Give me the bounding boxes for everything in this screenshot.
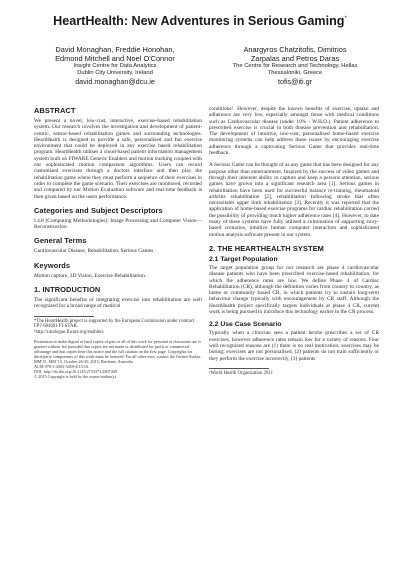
author-block-left: [30, 46, 200, 86]
title-footnote-mark: *: [344, 15, 347, 22]
acm-isbn: ACM 978-1-4503-3459-4/15/10.: [34, 364, 90, 370]
author-email: david.monaghan@dcu.ie: [75, 76, 155, 86]
paper-title: [20, 14, 380, 28]
author-names-line-1: Anargyros Chatzitofis, Dimitrios: [243, 45, 347, 54]
serious-games-text: A Serious Game can be thought of as any game that has been designed for any purpose other than entertainment. Inspired by the success of video games and through their inherent ability to capture and keep a persons attention, serious games have grown into a significant research area [1]. Serious games in rehabilitation have been used for successful balance re-training, rheumatoid arthritis rehabilitation [2], rehabilitation following stroke that often necessitates upper limb rehabilitation [3]. Recently it was reported that the application of home-based exercise programs for cardiac rehabilitation carried the possibility of providing much higher adherence rates [4]. However, to date many of these systems have fully utilised a culmination of supporting story-based scenarios, intuitive human computer interaction and sophisticated motion analysis software present in our system.: [209, 162, 379, 238]
general-terms-text: Cardiovascular Disease, Rehabilitation, Serious Games: [34, 248, 154, 255]
author-affiliation-line-1: The Centre for Research and Technology, Hellas: [232, 63, 358, 70]
doi-line: DOI: http://dx.doi.org/10.1145/2733373.2807409: [34, 369, 117, 375]
author-affiliation-line-2: Thessaloniki, Greece: [267, 69, 323, 76]
intro-continued-text: conditions². However, despite the known benefits of exercise, uptake and adherence are very low, especially amongst those with medical conditions such as Cardiovascular disease (under 10% - W.H.O.). Patient adherence to prescribed exercise is crucial in both disease prevention and rehabilitation. The development of intuitive, low-cost, personalised home-based exercise monitoring systems can help address these issues by encouraging exercise adherence through a captivating Serious Game that provides real-time feedback.: [209, 106, 379, 157]
title-text: HeartHealth: New Adventures in Serious Gaming: [53, 14, 345, 28]
author-block-right: [210, 46, 380, 86]
use-case-heading: 2.2 Use Case Scenario: [209, 321, 282, 329]
author-email: tofis@iti.gr: [277, 76, 313, 86]
footnote-url: ¹http://catalogue.fiware.org/enablers: [34, 329, 104, 335]
copyright-line: © 2015 Copyright is held by the owner/author(s).: [34, 374, 117, 380]
introduction-heading: 1. INTRODUCTION: [34, 285, 101, 295]
author-names-line-1: David Monaghan, Freddie Honohan,: [55, 45, 175, 54]
author-names-line-2: Zarpalas and Petros Daras: [250, 53, 340, 63]
categories-text: I.4.8 [Computing Methodologies]: Image Processing and Computer Vision—Reconstruction: [34, 217, 202, 231]
keywords-heading: Keywords: [34, 260, 71, 270]
footnote-who: ²World Health Organization 2011: [209, 370, 274, 376]
author-names-line-2: Edmond Mitchell and Noel O'Connor: [55, 53, 175, 63]
left-column: [34, 106, 202, 379]
general-terms-heading: General Terms: [34, 236, 87, 246]
abstract-text: We present a novel, low-cost, interactive, exercise-based rehabilitation system. Our research involves the investigation and development of patient-centric, sensor-based rehabilitation games and surrounding technologies. HeartHealth is designed to provide a safe, personalised and fun exercise environment that could be deployed in any exercise based rehabilitation program. HeartHealth utilises a cloud-based patient information management system built on FIWARE Generic Enablers and motion tracking coupled with our sophisticated motion comparison algorithms. Users can record customised exercises through a doctors interface and then play the rehabilitation game where they must perform a sequence of their exercises in order to complete the game scenario. Their exercises are monitored, recorded and compared by our Motion Evaluation software and real-time feedback is then given based on the users performance.: [34, 118, 202, 200]
conference-info: MM'15, MM '15, October 26-30, 2015, Brisbane, Australia: [34, 359, 133, 365]
use-case-text: Typically when a clinician sees a patient he/she prescribes a set of CR exercises, however adherence rates remain low for a variety of reasons. Four well recognized reasons are (1) there is no real motivation; exercises may be boring; exercises are not personalised, (2) patients do not train sufficiently or they perform the exercise incorrectly, (3) patients: [209, 330, 379, 362]
footnote-funding: *The HeartHealth project is supported by the European Commission under contract FP7-604691 FI-STAR.: [34, 318, 195, 330]
permission-notice: Permission to make digital or hard copies of part or all of this work for personal or classroom use is granted without fee provided that copies are not made or distributed for profit or commercial advantage and that copies bear this notice and the full citation on the first page. Copyrights for third-party components of this work must be honored. For all other uses, contact the Owner/Author.: [34, 339, 202, 360]
footnote-divider: [209, 368, 269, 369]
keywords-text: Motion capture, 3D Vision, Exercise Rehabilitation.: [34, 272, 147, 279]
abstract-heading: ABSTRACT: [34, 106, 76, 115]
author-affiliation-line-2: Dublin City University, Ireland: [77, 69, 153, 76]
target-population-heading: 2.1 Target Population: [209, 255, 278, 263]
author-affiliation-line-1: Insight Centre for Data Analytics: [73, 63, 157, 70]
footnote-divider: [34, 316, 94, 317]
target-population-text: The target population group for our research are phase 4 cardiovascular disease patients who have been prescribed exercise-based rehabilitation, for which the adherence rates are low. We define Phase 4 of Cardiac Rehabilitation (CR), although the definition varies from country to country, as home or community based CR, in which patients try to sustain long-term behaviour change typically with encouragement by CR staff. Although the HeartHealth project specifically targets individuals at phase 4 CR, current work is being pursued to introduce this technology earlier in the CR process.: [209, 264, 379, 316]
categories-heading: Categories and Subject Descriptors: [34, 205, 163, 215]
system-heading: 2. THE HEARTHEALTH SYSTEM: [209, 243, 324, 253]
introduction-text: The significant benefits of integrating exercise into rehabilitation are well recognized for a broad range of medical: [34, 297, 202, 310]
right-column: [209, 106, 379, 376]
